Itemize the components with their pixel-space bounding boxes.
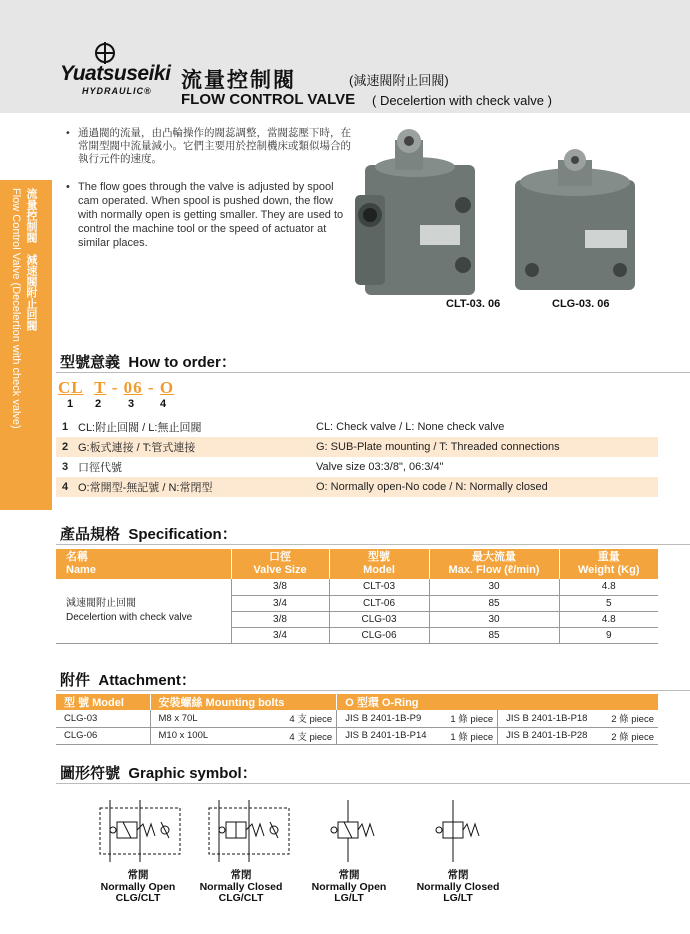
attach-header-bolts: 安裝螺絲 Mounting bolts	[150, 694, 337, 710]
cell-oring2-qty: 2 條 piece	[602, 710, 658, 727]
cell-bolt: M8 x 70L	[150, 710, 250, 727]
order-table	[56, 417, 658, 497]
cell-size: 3/8	[231, 579, 329, 595]
cell-weight: 9	[559, 627, 658, 643]
row-number: 2	[61, 441, 69, 453]
cell-bolt: M10 x 100L	[150, 727, 250, 744]
product-caption-clg: CLG-03. 06	[552, 298, 610, 310]
brand-sub: HYDRAULIC®	[82, 86, 152, 96]
section-title-symbol: 圖形符號 Graphic symbol：	[60, 765, 257, 782]
order-position-4: 4	[160, 398, 167, 410]
cell-model: CLG-03	[56, 710, 150, 727]
product-photo-clg	[510, 140, 640, 295]
intro-text	[66, 127, 351, 264]
cell-oring2-qty: 2 條 piece	[602, 727, 658, 744]
attach-header-model: 型 號 Model	[56, 694, 150, 710]
cell-bolt-qty: 4 支 piece	[250, 727, 337, 744]
symbol-normally-open-lg	[328, 800, 378, 862]
cell-flow: 85	[429, 627, 559, 643]
page-subtitle-zh: (減速閥附止回閥)	[349, 73, 449, 88]
cell-weight: 4.8	[559, 579, 658, 595]
section-title-attachment: 附件 Attachment：	[60, 672, 196, 689]
cell-weight: 5	[559, 595, 658, 611]
attachment-table	[56, 694, 658, 745]
page-title-zh: 流量控制閥	[181, 69, 296, 92]
attach-header-oring: O 型環 O-Ring	[337, 694, 658, 710]
table-row	[56, 727, 658, 744]
logo-mark-icon	[94, 42, 116, 64]
cell-model: CLT-03	[329, 579, 429, 595]
cell-model: CLG-03	[329, 611, 429, 627]
order-position-2: 2	[95, 398, 102, 410]
cell-weight: 4.8	[559, 611, 658, 627]
cell-flow: 85	[429, 595, 559, 611]
spec-name-cell: 減速閥附止回閥 Decelertion with check valve	[56, 579, 231, 643]
table-row	[56, 437, 658, 457]
table-header-row	[56, 549, 658, 579]
row-zh: CL:附止回閥 / L:無止回閥	[78, 422, 202, 434]
cell-flow: 30	[429, 579, 559, 595]
section-title-order: 型號意義 How to order：	[60, 354, 236, 371]
cell-oring1: JIS B 2401-1B-P14	[337, 727, 441, 744]
cell-size: 3/4	[231, 595, 329, 611]
cell-oring1: JIS B 2401-1B-P9	[337, 710, 441, 727]
order-position-1: 1	[67, 398, 74, 410]
spec-header-name: 名稱 Name	[56, 549, 231, 579]
spec-header-weight: 重量 Weight (Kg)	[559, 549, 658, 579]
table-row	[56, 579, 658, 595]
cell-size: 3/8	[231, 611, 329, 627]
cell-model: CLG-06	[329, 627, 429, 643]
table-row	[56, 477, 658, 497]
section-divider	[56, 783, 690, 784]
symbol-normally-closed-lg	[433, 800, 483, 862]
cell-oring1-qty: 1 條 piece	[441, 710, 498, 727]
symbol-label-4: 常閉 Normally Closed LG/LT	[416, 869, 500, 904]
symbol-label-1: 常開 Normally Open CLG/CLT	[100, 869, 176, 904]
section-divider	[56, 544, 690, 545]
cell-oring2: JIS B 2401-1B-P18	[498, 710, 602, 727]
row-number: 4	[61, 481, 69, 493]
row-en: CL: Check valve / L: None check valve	[316, 421, 505, 433]
cell-model: CLT-06	[329, 595, 429, 611]
row-zh: O:常開型-無記號 / N:常閉型	[78, 482, 213, 494]
order-position-3: 3	[128, 398, 135, 410]
section-divider	[56, 372, 690, 373]
table-row	[56, 710, 658, 727]
symbol-normally-closed-clg	[204, 800, 294, 862]
cell-oring1-qty: 1 條 piece	[441, 727, 498, 744]
symbol-label-3: 常開 Normally Open LG/LT	[311, 869, 387, 904]
product-caption-clt: CLT-03. 06	[446, 298, 501, 310]
cell-oring2: JIS B 2401-1B-P28	[498, 727, 602, 744]
side-tab	[0, 180, 52, 510]
cell-size: 3/4	[231, 627, 329, 643]
symbol-label-2: 常閉 Normally Closed CLG/CLT	[199, 869, 283, 904]
cell-model: CLG-06	[56, 727, 150, 744]
page-title-en: FLOW CONTROL VALVE	[181, 91, 356, 108]
table-row	[56, 457, 658, 477]
order-code: CL T - 06 - O	[58, 378, 175, 397]
section-title-spec: 產品規格 Specification：	[60, 526, 237, 543]
spec-table	[56, 549, 658, 644]
table-header-row	[56, 694, 658, 710]
product-photo-clt	[345, 125, 495, 300]
section-divider	[56, 690, 690, 691]
row-zh: G:板式連接 / T:管式連接	[78, 442, 196, 454]
brand-logo	[60, 42, 180, 108]
row-number: 3	[61, 461, 69, 473]
row-zh: 口徑代號	[78, 462, 122, 474]
spec-header-flow: 最大流量 Max. Flow (ℓ/min)	[429, 549, 559, 579]
spec-header-model: 型號 Model	[329, 549, 429, 579]
row-en: G: SUB-Plate mounting / T: Threaded connections	[316, 441, 560, 453]
page-subtitle-en: ( Decelertion with check valve )	[372, 93, 552, 108]
intro-en: • The flow goes through the valve is adjusted by spool cam operated. When spool is pushed down, the flow with normally open is getting smaller. They are used to control the machine tool or the speed of actuator at similar places.	[66, 180, 351, 250]
symbol-normally-open-clg	[95, 800, 185, 862]
row-number: 1	[61, 421, 69, 433]
side-tab-label: 流量控制閥 減速閥附止回閥 Flow Control Valve (Decelertion with check valve)	[10, 188, 37, 429]
spec-header-size: 口徑 Valve Size	[231, 549, 329, 579]
cell-flow: 30	[429, 611, 559, 627]
table-row	[56, 417, 658, 437]
row-en: O: Normally open-No code / N: Normally closed	[316, 481, 548, 493]
row-en: Valve size 03:3/8", 06:3/4"	[316, 461, 444, 473]
brand-name: Yuatsuseiki	[60, 62, 171, 85]
cell-bolt-qty: 4 支 piece	[250, 710, 337, 727]
intro-zh: • 通過閥的流量，由凸輪操作的閥蕊調整，當閥蕊壓下時，在常開型閥中流量減小。它們主要用於控制機床或類似場合的執行元件的速度。	[66, 127, 351, 166]
